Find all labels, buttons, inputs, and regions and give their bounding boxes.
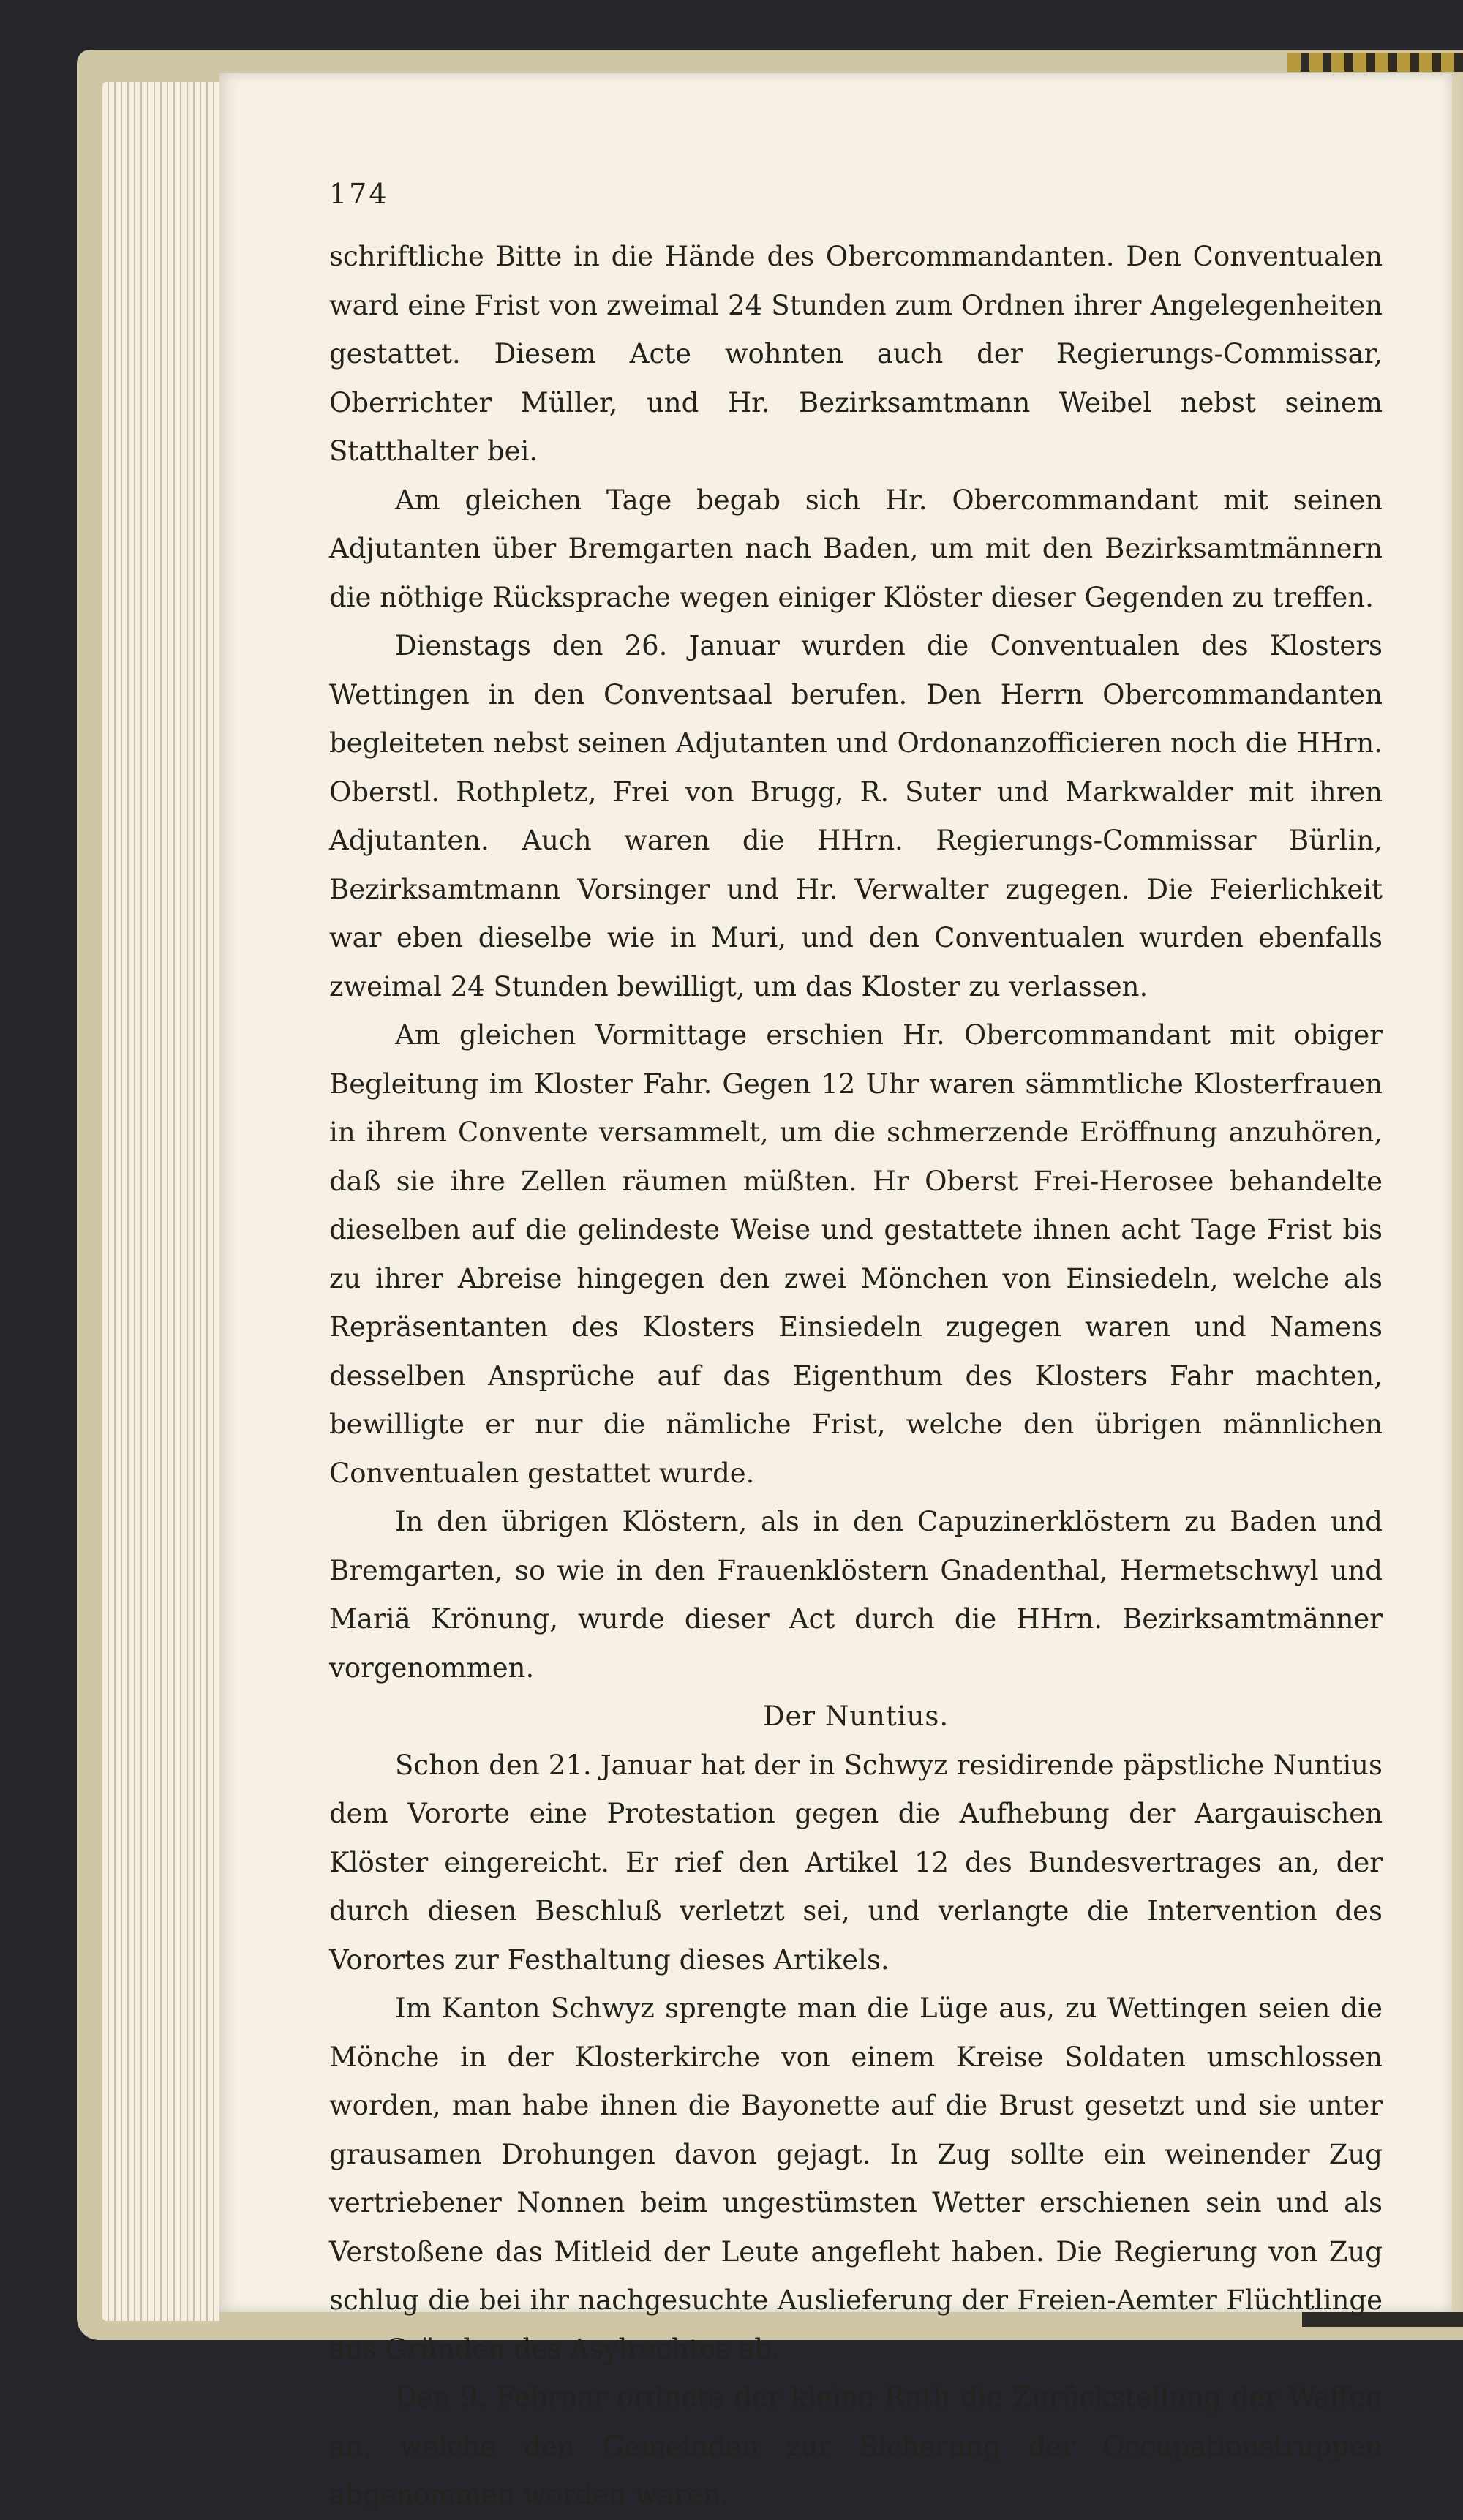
paragraph: Den 9. Februar ordnete der kleine Rath die Zurückstellung der Waffen an, welche den Gemeinden zur Sicherung der Occupationstruppen abgenommen worden waren. [329,2382,1383,2510]
paragraph: Am gleichen Vormittage erschien Hr. Obercommandant mit obiger Begleitung im Kloster Fahr. Gegen 12 Uhr waren sämmtliche Klosterfrauen in ihrem Convente versammelt, um die schmerzende Eröffnung anzuhören, daß sie ihre Zellen räumen müßten. Hr Oberst Frei-Herosee behandelte dieselben auf die gelindeste Weise und gestattete ihnen acht Tage Frist bis zu ihrer Abreise hingegen den zwei Mönchen von Einsiedeln, welche als Repräsentanten des Klosters Einsiedeln zugegen waren und Namens desselben Ansprüche auf das Eigenthum des Klosters Fahr machten, bewilligte er nur die nämliche Frist, welche den übrigen männlichen Conventualen gestattet wurde. [329,1019,1383,1489]
page-edges [102,82,219,2321]
paragraph: Dienstags den 26. Januar wurden die Conventualen des Klosters Wettingen in den Conventsaal berufen. Den Herrn Obercommandanten begleiteten nebst seinen Adjutanten und Ordonanzofficieren noch die HHrn. Oberstl. Rothpletz, Frei von Brugg, R. Suter und Markwalder mit ihren Adjutanten. Auch waren die HHrn. Regierungs-Commissar Bürlin, Bezirksamtmann Vorsinger und Hr. Verwalter zugegen. Die Feierlichkeit war eben dieselbe wie in Muri, und den Conventualen wurden ebenfalls zweimal 24 Stunden bewilligt, um das Kloster zu verlassen. [329,630,1383,1002]
page-text [329,170,1383,2520]
paragraph: Am gleichen Tage begab sich Hr. Obercommandant mit seinen Adjutanten über Bremgarten nach Baden, um mit den Bezirksamtmännern die nöthige Rücksprache wegen einiger Klöster dieser Gegenden zu treffen. [329,484,1383,613]
book-spine-ornament [1287,53,1463,72]
page-number: 174 [329,178,389,210]
paragraph: Im Kanton Schwyz sprengte man die Lüge aus, zu Wettingen seien die Mönche in der Klosterkirche von einem Kreise Soldaten umschlossen worden, man habe ihnen die Bayonette auf die Brust gesetzt und sie unter grausamen Drohungen davon gejagt. In Zug sollte ein weinender Zug vertriebener Nonnen beim ungestümsten Wetter erschienen sein und als Verstoßene das Mitleid der Leute angefleht haben. Die Regierung von Zug schlug die bei ihr nachgesuchte Auslieferung der Freien-Aemter Flüchtlinge aus Gründen des Asylrechtes ab. [329,1992,1383,2365]
paragraph: Schon den 21. Januar hat der in Schwyz residirende päpstliche Nuntius dem Vororte eine Protestation gegen die Aufhebung der Aargauischen Klöster eingereicht. Er rief den Artikel 12 des Bundesvertrages an, der durch diesen Beschluß verletzt sei, und verlangte die Intervention des Vorortes zur Festhaltung dieses Artikels. [329,1749,1383,1976]
paragraph: schriftliche Bitte in die Hände des Obercommandanten. Den Conventualen ward eine Frist von zweimal 24 Stunden zum Ordnen ihrer Angelegenheiten gestattet. Diesem Acte wohnten auch der Regierungs-Commissar, Oberrichter Müller, und Hr. Bezirksamtmann Weibel nebst seinem Statthalter bei. [329,241,1383,467]
section-heading: Der Nuntius. [762,1700,949,1732]
paragraph: In den übrigen Klöstern, als in den Capuzinerklöstern zu Baden und Bremgarten, so wie in den Frauenklöstern Gnadenthal, Hermetschwyl und Mariä Krönung, wurde dieser Act durch die HHrn. Bezirksamtmänner vorgenommen. [329,1506,1383,1684]
